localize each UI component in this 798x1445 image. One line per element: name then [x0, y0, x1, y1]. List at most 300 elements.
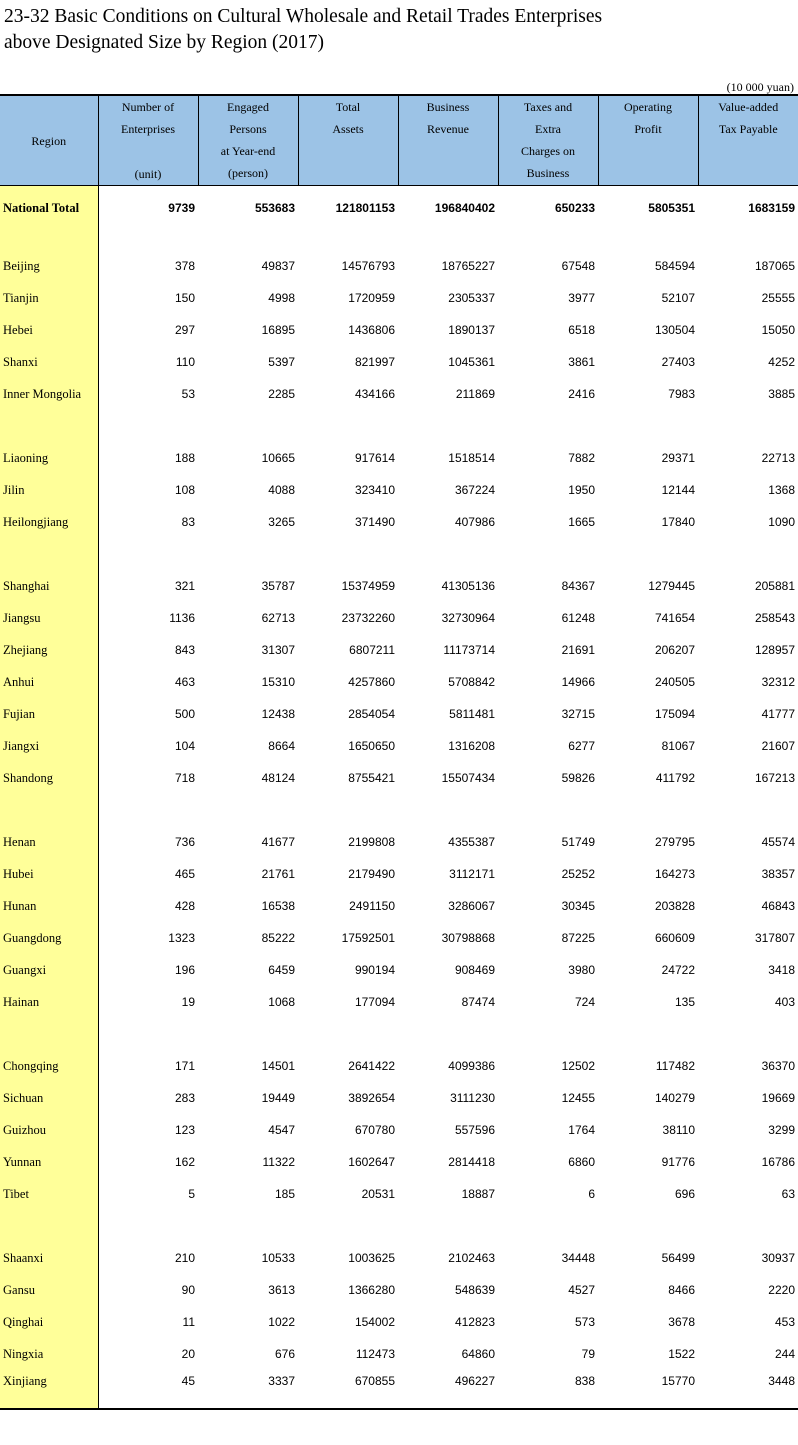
header-label — [199, 184, 298, 185]
value-cell: 283 — [174, 1091, 195, 1105]
value-cell: 108 — [174, 483, 195, 497]
spacer-cell — [198, 1018, 298, 1050]
value-cell: 205881 — [754, 579, 795, 593]
value-cell: 87225 — [561, 931, 595, 945]
value-cell: 9739 — [168, 201, 195, 215]
header-label: Operating — [624, 100, 672, 114]
value-cell: 112473 — [355, 1347, 395, 1361]
value-cell: 843 — [174, 643, 195, 657]
value-cell: 3337 — [198, 1370, 298, 1409]
header-label — [99, 152, 198, 164]
region-cell: National Total — [0, 186, 98, 231]
spacer-cell — [0, 794, 98, 826]
region-cell: Chongqing — [0, 1050, 98, 1082]
header-label — [299, 155, 398, 170]
table-row — [0, 1338, 798, 1370]
value-cell: 584594 — [654, 259, 695, 273]
value-cell: 1323 — [168, 931, 195, 945]
region-cell: Yunnan — [0, 1146, 98, 1178]
header-label — [399, 140, 498, 155]
title-line-2: above Designated Size by Region (2017) — [4, 32, 325, 53]
header-region — [0, 95, 98, 186]
table-row — [0, 954, 798, 986]
title-line-1: 23-32 Basic Conditions on Cultural Wholesale and Retail Trades Enterprises — [4, 6, 603, 27]
spacer-cell — [0, 230, 98, 250]
value-cell: 240505 — [654, 675, 695, 689]
value-cell: 45 — [98, 1370, 198, 1409]
region-cell: Hainan — [0, 986, 98, 1018]
value-cell: 1316208 — [448, 739, 495, 753]
value-cell: 412823 — [454, 1315, 495, 1329]
value-cell: 41305136 — [441, 579, 495, 593]
value-cell: 30345 — [561, 899, 595, 913]
region-cell: Ningxia — [0, 1338, 98, 1370]
value-cell: 2854054 — [348, 707, 395, 721]
value-cell: 1436806 — [348, 323, 395, 337]
value-cell: 1522 — [668, 1347, 695, 1361]
spacer-cell — [398, 410, 498, 442]
spacer-cell — [498, 794, 598, 826]
spacer-cell — [498, 1018, 598, 1050]
header-label — [599, 170, 698, 185]
value-cell: 5397 — [268, 355, 295, 369]
value-cell: 1368 — [768, 483, 795, 497]
value-cell: 11173714 — [443, 643, 495, 657]
table-row — [0, 282, 798, 314]
value-cell: 1650650 — [348, 739, 395, 753]
value-cell: 110 — [175, 355, 195, 369]
value-cell: 5708842 — [448, 675, 495, 689]
value-cell: 29371 — [661, 451, 695, 465]
value-cell: 34448 — [561, 1251, 595, 1265]
value-cell: 1366280 — [348, 1283, 395, 1297]
value-cell: 162 — [174, 1155, 195, 1169]
value-cell: 821997 — [354, 355, 395, 369]
value-cell: 2199808 — [348, 835, 395, 849]
value-cell: 18887 — [461, 1187, 495, 1201]
value-cell: 4355387 — [448, 835, 495, 849]
value-cell: 32312 — [761, 675, 795, 689]
spacer-cell — [198, 1210, 298, 1242]
value-cell: 121801153 — [335, 201, 395, 215]
region-cell: Xinjiang — [0, 1370, 98, 1409]
value-cell: 908469 — [454, 963, 495, 977]
table-row — [0, 1050, 798, 1082]
table-row — [0, 506, 798, 538]
header-label — [499, 184, 598, 185]
region-cell: Liaoning — [0, 442, 98, 474]
value-cell: 4547 — [268, 1123, 295, 1137]
header-column — [198, 95, 298, 186]
value-cell: 32715 — [561, 707, 595, 721]
value-cell: 573 — [574, 1315, 595, 1329]
value-cell: 154002 — [354, 1315, 395, 1329]
value-cell: 8664 — [268, 739, 295, 753]
spacer-cell — [398, 1210, 498, 1242]
spacer-cell — [298, 794, 398, 826]
value-cell: 3885 — [768, 387, 795, 401]
value-cell: 4099386 — [448, 1059, 495, 1073]
value-cell: 85222 — [261, 931, 295, 945]
value-cell: 84367 — [561, 579, 595, 593]
value-cell: 164273 — [654, 867, 695, 881]
region-cell: Zhejiang — [0, 634, 98, 666]
value-cell: 61248 — [561, 611, 595, 625]
header-label: Charges on — [520, 144, 576, 158]
header-label — [599, 140, 698, 155]
value-cell: 187065 — [754, 259, 795, 273]
region-cell: Gansu — [0, 1274, 98, 1306]
value-cell: 171 — [174, 1059, 195, 1073]
spacer-cell — [698, 410, 798, 442]
spacer-cell — [598, 1018, 698, 1050]
value-cell: 1665 — [568, 515, 595, 529]
value-cell: 4257860 — [348, 675, 395, 689]
value-cell: 1090 — [768, 515, 795, 529]
spacer-cell — [298, 1018, 398, 1050]
spacer-cell — [298, 1210, 398, 1242]
value-cell: 724 — [574, 995, 595, 1009]
header-label — [399, 155, 498, 170]
data-table — [0, 94, 798, 1410]
value-cell: 5 — [188, 1187, 195, 1201]
value-cell: 41677 — [261, 835, 295, 849]
spacer-cell — [498, 1210, 598, 1242]
value-cell: 2814418 — [448, 1155, 495, 1169]
spacer-row — [0, 410, 798, 442]
value-cell: 20 — [181, 1347, 195, 1361]
header-label — [0, 168, 98, 185]
spacer-cell — [98, 538, 198, 570]
header-column — [98, 95, 198, 186]
region-cell: Shanxi — [0, 346, 98, 378]
value-cell: 548639 — [454, 1283, 495, 1297]
value-cell: 128957 — [754, 643, 795, 657]
table-header — [0, 95, 798, 186]
value-cell: 2491150 — [349, 899, 395, 913]
value-cell: 1764 — [568, 1123, 595, 1137]
spacer-cell — [498, 538, 598, 570]
value-cell: 323410 — [354, 483, 395, 497]
region-cell: Inner Mongolia — [0, 378, 98, 410]
value-cell: 2102463 — [448, 1251, 495, 1265]
value-cell: 17592501 — [341, 931, 395, 945]
value-cell: 14966 — [561, 675, 595, 689]
value-cell: 46843 — [761, 899, 795, 913]
value-cell: 19449 — [261, 1091, 295, 1105]
value-cell: 15507434 — [441, 771, 495, 785]
header-label — [699, 140, 798, 155]
value-cell: 407986 — [454, 515, 495, 529]
value-cell: 5811481 — [449, 707, 495, 721]
value-cell: 1890137 — [448, 323, 495, 337]
value-cell: 411792 — [655, 771, 695, 785]
value-cell: 1950 — [568, 483, 595, 497]
table-row — [0, 250, 798, 282]
value-cell: 3892654 — [348, 1091, 395, 1105]
table-row — [0, 922, 798, 954]
value-cell: 11322 — [262, 1155, 295, 1169]
region-cell: Tibet — [0, 1178, 98, 1210]
value-cell: 11 — [182, 1315, 195, 1329]
header-label: Enterprises — [121, 122, 175, 136]
value-cell: 203828 — [654, 899, 695, 913]
value-cell: 670780 — [354, 1123, 395, 1137]
table-row — [0, 890, 798, 922]
table-row — [0, 826, 798, 858]
header-label: (person) — [228, 166, 268, 180]
value-cell: 87474 — [461, 995, 495, 1009]
value-cell: 1003625 — [348, 1251, 395, 1265]
value-cell: 2305337 — [448, 291, 495, 305]
value-cell: 2220 — [768, 1283, 795, 1297]
value-cell: 150 — [174, 291, 195, 305]
value-cell: 67548 — [561, 259, 595, 273]
value-cell: 12502 — [561, 1059, 595, 1073]
value-cell: 1518514 — [448, 451, 495, 465]
value-cell: 3448 — [698, 1370, 798, 1409]
value-cell: 104 — [174, 739, 195, 753]
value-cell: 3112171 — [449, 867, 495, 881]
value-cell: 7983 — [668, 387, 695, 401]
value-cell: 371490 — [354, 515, 395, 529]
spacer-cell — [298, 410, 398, 442]
value-cell: 15770 — [598, 1370, 698, 1409]
value-cell: 718 — [174, 771, 195, 785]
table-row — [0, 634, 798, 666]
value-cell: 117482 — [655, 1059, 695, 1073]
table-row — [0, 1082, 798, 1114]
value-cell: 6807211 — [349, 643, 395, 657]
value-cell: 25252 — [561, 867, 595, 881]
table-row — [0, 314, 798, 346]
value-cell: 41777 — [761, 707, 795, 721]
region-cell: Shandong — [0, 762, 98, 794]
region-cell: Shanghai — [0, 570, 98, 602]
value-cell: 130504 — [654, 323, 695, 337]
header-label — [699, 155, 798, 170]
value-cell: 6860 — [568, 1155, 595, 1169]
value-cell: 31307 — [261, 643, 295, 657]
total-row — [0, 186, 798, 231]
header-label: (unit) — [134, 167, 162, 181]
value-cell: 3977 — [568, 291, 595, 305]
value-cell: 453 — [774, 1315, 795, 1329]
value-cell: 10533 — [261, 1251, 295, 1265]
value-cell: 16786 — [761, 1155, 795, 1169]
value-cell: 12144 — [661, 483, 695, 497]
header-label: Extra — [535, 122, 561, 136]
value-cell: 4088 — [268, 483, 295, 497]
value-cell: 1045361 — [448, 355, 495, 369]
header-label: Number of — [121, 100, 175, 114]
spacer-cell — [298, 538, 398, 570]
value-cell: 3980 — [568, 963, 595, 977]
value-cell: 403 — [774, 995, 795, 1009]
header-label: Region — [31, 133, 67, 148]
value-cell: 36370 — [761, 1059, 795, 1073]
value-cell: 49837 — [261, 259, 295, 273]
spacer-cell — [698, 538, 798, 570]
spacer-cell — [598, 1210, 698, 1242]
region-cell: Tianjin — [0, 282, 98, 314]
table-row — [0, 378, 798, 410]
spacer-cell — [498, 230, 598, 250]
value-cell: 500 — [174, 707, 195, 721]
spacer-cell — [398, 230, 498, 250]
header-column — [398, 95, 498, 186]
value-cell: 185 — [274, 1187, 295, 1201]
header-column — [298, 95, 398, 186]
region-cell: Guizhou — [0, 1114, 98, 1146]
value-cell: 123 — [174, 1123, 195, 1137]
spacer-cell — [598, 794, 698, 826]
value-cell: 15310 — [261, 675, 295, 689]
value-cell: 7882 — [568, 451, 595, 465]
spacer-cell — [198, 230, 298, 250]
value-cell: 378 — [174, 259, 195, 273]
region-cell: Hebei — [0, 314, 98, 346]
value-cell: 63 — [781, 1187, 795, 1201]
header-label: Taxes and — [523, 100, 573, 114]
table-row — [0, 346, 798, 378]
value-cell: 27403 — [661, 355, 695, 369]
value-cell: 79 — [581, 1347, 595, 1361]
value-cell: 3678 — [668, 1315, 695, 1329]
spacer-cell — [398, 794, 498, 826]
table-row — [0, 762, 798, 794]
value-cell: 8466 — [668, 1283, 695, 1297]
value-cell: 6 — [588, 1187, 595, 1201]
table-row — [0, 1306, 798, 1338]
header-label: Revenue — [427, 122, 469, 136]
spacer-cell — [598, 538, 698, 570]
region-cell: Jiangxi — [0, 730, 98, 762]
value-cell: 496227 — [398, 1370, 498, 1409]
value-cell: 5805351 — [648, 201, 695, 215]
spacer-cell — [0, 1018, 98, 1050]
value-cell: 62713 — [261, 611, 295, 625]
value-cell: 18765227 — [441, 259, 495, 273]
value-cell: 91776 — [661, 1155, 695, 1169]
value-cell: 6518 — [568, 323, 595, 337]
header-column — [498, 95, 598, 186]
header-label — [399, 170, 498, 185]
value-cell: 21691 — [561, 643, 595, 657]
value-cell: 4252 — [768, 355, 795, 369]
value-cell: 17840 — [661, 515, 695, 529]
value-cell: 367224 — [454, 483, 495, 497]
header-label — [99, 140, 198, 152]
value-cell: 16538 — [261, 899, 295, 913]
value-cell: 21761 — [261, 867, 295, 881]
value-cell: 8755421 — [348, 771, 395, 785]
value-cell: 25555 — [761, 291, 795, 305]
value-cell: 38357 — [761, 867, 795, 881]
value-cell: 188 — [174, 451, 195, 465]
region-cell: Heilongjiang — [0, 506, 98, 538]
value-cell: 51749 — [561, 835, 595, 849]
value-cell: 175094 — [654, 707, 695, 721]
region-cell: Hunan — [0, 890, 98, 922]
header-column — [698, 95, 798, 186]
spacer-row — [0, 1210, 798, 1242]
spacer-row — [0, 1018, 798, 1050]
header-label: Value-added — [718, 100, 779, 114]
spacer-row — [0, 794, 798, 826]
value-cell: 16895 — [261, 323, 295, 337]
value-cell: 3265 — [268, 515, 295, 529]
header-column — [598, 95, 698, 186]
value-cell: 12438 — [261, 707, 295, 721]
value-cell: 317807 — [754, 931, 795, 945]
table-row — [0, 730, 798, 762]
spacer-cell — [98, 230, 198, 250]
value-cell: 35787 — [261, 579, 295, 593]
value-cell: 1602647 — [348, 1155, 395, 1169]
header-label — [299, 170, 398, 185]
region-cell: Guangdong — [0, 922, 98, 954]
table-row — [0, 1114, 798, 1146]
value-cell: 557596 — [454, 1123, 495, 1137]
spacer-cell — [98, 1018, 198, 1050]
value-cell: 2416 — [568, 387, 595, 401]
value-cell: 463 — [174, 675, 195, 689]
header-row — [0, 95, 798, 186]
region-cell: Jiangsu — [0, 602, 98, 634]
region-cell: Anhui — [0, 666, 98, 698]
value-cell: 10665 — [261, 451, 295, 465]
value-cell: 135 — [674, 995, 695, 1009]
value-cell: 1279445 — [648, 579, 695, 593]
value-cell: 45574 — [761, 835, 795, 849]
spacer-cell — [398, 538, 498, 570]
value-cell: 206207 — [654, 643, 695, 657]
header-label — [599, 155, 698, 170]
spacer-cell — [198, 538, 298, 570]
value-cell: 52107 — [661, 291, 695, 305]
region-cell: Beijing — [0, 250, 98, 282]
header-label: Assets — [332, 122, 364, 136]
header-label: Total — [335, 100, 361, 114]
value-cell: 670855 — [298, 1370, 398, 1409]
value-cell: 660609 — [654, 931, 695, 945]
value-cell: 279795 — [654, 835, 695, 849]
spacer-cell — [198, 410, 298, 442]
value-cell: 1683159 — [748, 201, 795, 215]
region-cell: Sichuan — [0, 1082, 98, 1114]
value-cell: 1136 — [169, 611, 195, 625]
region-cell: Guangxi — [0, 954, 98, 986]
table-row — [0, 474, 798, 506]
header-label — [299, 140, 398, 155]
region-cell: Jilin — [0, 474, 98, 506]
value-cell: 211869 — [455, 387, 495, 401]
value-cell: 553683 — [254, 201, 295, 215]
value-cell: 24722 — [661, 963, 695, 977]
region-cell: Qinghai — [0, 1306, 98, 1338]
value-cell: 990194 — [354, 963, 395, 977]
value-cell: 15374959 — [341, 579, 395, 593]
region-cell: Fujian — [0, 698, 98, 730]
header-label: Tax Payable — [718, 122, 778, 136]
table-row — [0, 986, 798, 1018]
value-cell: 3861 — [568, 355, 595, 369]
spacer-cell — [598, 410, 698, 442]
value-cell: 19 — [181, 995, 195, 1009]
value-cell: 4998 — [268, 291, 295, 305]
value-cell: 696 — [674, 1187, 695, 1201]
